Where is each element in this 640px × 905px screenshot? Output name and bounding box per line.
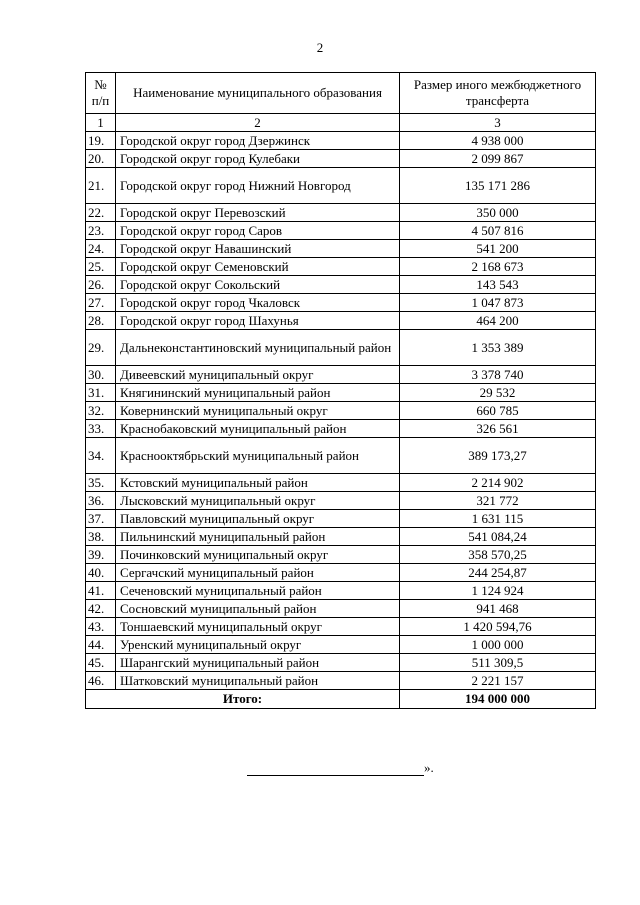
closing-quote: ». bbox=[424, 760, 434, 775]
row-number: 20. bbox=[86, 150, 116, 168]
row-number: 36. bbox=[86, 492, 116, 510]
table-row bbox=[86, 420, 596, 438]
transfer-amount: 3 378 740 bbox=[400, 366, 596, 384]
row-number: 22. bbox=[86, 204, 116, 222]
closing-line-block bbox=[247, 760, 434, 776]
municipality-name: Уренский муниципальный округ bbox=[116, 636, 400, 654]
table-row bbox=[86, 492, 596, 510]
row-number: 39. bbox=[86, 546, 116, 564]
row-number: 19. bbox=[86, 132, 116, 150]
table-row bbox=[86, 528, 596, 546]
transfer-table bbox=[85, 72, 596, 709]
row-number: 45. bbox=[86, 654, 116, 672]
row-number: 43. bbox=[86, 618, 116, 636]
table-row bbox=[86, 564, 596, 582]
row-number: 41. bbox=[86, 582, 116, 600]
table-row bbox=[86, 150, 596, 168]
transfer-amount: 1 000 000 bbox=[400, 636, 596, 654]
row-number: 44. bbox=[86, 636, 116, 654]
transfer-amount: 143 543 bbox=[400, 276, 596, 294]
municipality-name: Ковернинский муниципальный округ bbox=[116, 402, 400, 420]
row-number: 33. bbox=[86, 420, 116, 438]
table-row bbox=[86, 276, 596, 294]
table-row bbox=[86, 132, 596, 150]
table-row bbox=[86, 546, 596, 564]
transfer-amount: 4 507 816 bbox=[400, 222, 596, 240]
header-amount: Размер иного межбюджетного трансферта bbox=[400, 73, 596, 114]
municipality-name: Городской округ город Шахунья bbox=[116, 312, 400, 330]
total-label: Итого: bbox=[86, 690, 400, 709]
table-row bbox=[86, 618, 596, 636]
municipality-name: Починковский муниципальный округ bbox=[116, 546, 400, 564]
transfer-amount: 464 200 bbox=[400, 312, 596, 330]
row-number: 25. bbox=[86, 258, 116, 276]
table-header-row bbox=[86, 73, 596, 114]
table-row bbox=[86, 672, 596, 690]
transfer-amount: 541 084,24 bbox=[400, 528, 596, 546]
table-row bbox=[86, 168, 596, 204]
municipality-name: Сеченовский муниципальный район bbox=[116, 582, 400, 600]
municipality-name: Городской округ город Чкаловск bbox=[116, 294, 400, 312]
transfer-amount: 135 171 286 bbox=[400, 168, 596, 204]
transfer-amount: 326 561 bbox=[400, 420, 596, 438]
table-row bbox=[86, 402, 596, 420]
municipality-name: Кстовский муниципальный район bbox=[116, 474, 400, 492]
transfer-amount: 2 099 867 bbox=[400, 150, 596, 168]
municipality-name: Шарангский муниципальный район bbox=[116, 654, 400, 672]
table-row bbox=[86, 294, 596, 312]
row-number: 34. bbox=[86, 438, 116, 474]
municipality-name: Шатковский муниципальный район bbox=[116, 672, 400, 690]
table-row bbox=[86, 438, 596, 474]
row-number: 29. bbox=[86, 330, 116, 366]
transfer-amount: 29 532 bbox=[400, 384, 596, 402]
municipality-name: Лысковский муниципальный округ bbox=[116, 492, 400, 510]
municipality-name: Городской округ город Саров bbox=[116, 222, 400, 240]
row-number: 40. bbox=[86, 564, 116, 582]
table-row bbox=[86, 384, 596, 402]
table-row bbox=[86, 240, 596, 258]
transfer-amount: 660 785 bbox=[400, 402, 596, 420]
transfer-amount: 541 200 bbox=[400, 240, 596, 258]
transfer-table-container bbox=[85, 72, 595, 709]
row-number: 27. bbox=[86, 294, 116, 312]
transfer-amount: 2 168 673 bbox=[400, 258, 596, 276]
municipality-name: Городской округ Навашинский bbox=[116, 240, 400, 258]
row-number: 37. bbox=[86, 510, 116, 528]
row-number: 42. bbox=[86, 600, 116, 618]
transfer-amount: 389 173,27 bbox=[400, 438, 596, 474]
municipality-name: Сосновский муниципальный район bbox=[116, 600, 400, 618]
transfer-amount: 350 000 bbox=[400, 204, 596, 222]
column-index: 1 bbox=[86, 114, 116, 132]
table-row bbox=[86, 654, 596, 672]
transfer-amount: 4 938 000 bbox=[400, 132, 596, 150]
table-row bbox=[86, 258, 596, 276]
table-row bbox=[86, 204, 596, 222]
transfer-amount: 2 221 157 bbox=[400, 672, 596, 690]
row-number: 24. bbox=[86, 240, 116, 258]
municipality-name: Княгининский муниципальный район bbox=[116, 384, 400, 402]
row-number: 31. bbox=[86, 384, 116, 402]
municipality-name: Сергачский муниципальный район bbox=[116, 564, 400, 582]
row-number: 30. bbox=[86, 366, 116, 384]
municipality-name: Пильнинский муниципальный район bbox=[116, 528, 400, 546]
municipality-name: Тоншаевский муниципальный округ bbox=[116, 618, 400, 636]
transfer-amount: 1 047 873 bbox=[400, 294, 596, 312]
row-number: 28. bbox=[86, 312, 116, 330]
municipality-name: Городской округ город Кулебаки bbox=[116, 150, 400, 168]
municipality-name: Дальнеконстантиновский муниципальный район bbox=[116, 330, 400, 366]
closing-underline bbox=[247, 763, 424, 776]
municipality-name: Городской округ Перевозский bbox=[116, 204, 400, 222]
header-name: Наименование муниципального образования bbox=[116, 73, 400, 114]
row-number: 35. bbox=[86, 474, 116, 492]
column-index-row bbox=[86, 114, 596, 132]
municipality-name: Городской округ Сокольский bbox=[116, 276, 400, 294]
transfer-amount: 358 570,25 bbox=[400, 546, 596, 564]
row-number: 46. bbox=[86, 672, 116, 690]
transfer-amount: 321 772 bbox=[400, 492, 596, 510]
transfer-amount: 1 631 115 bbox=[400, 510, 596, 528]
table-row bbox=[86, 366, 596, 384]
column-index: 3 bbox=[400, 114, 596, 132]
header-num: № п/п bbox=[86, 73, 116, 114]
municipality-name: Павловский муниципальный округ bbox=[116, 510, 400, 528]
municipality-name: Краснооктябрьский муниципальный район bbox=[116, 438, 400, 474]
total-amount: 194 000 000 bbox=[400, 690, 596, 709]
row-number: 23. bbox=[86, 222, 116, 240]
row-number: 26. bbox=[86, 276, 116, 294]
transfer-amount: 1 124 924 bbox=[400, 582, 596, 600]
municipality-name: Городской округ город Нижний Новгород bbox=[116, 168, 400, 204]
municipality-name: Городской округ город Дзержинск bbox=[116, 132, 400, 150]
transfer-amount: 1 420 594,76 bbox=[400, 618, 596, 636]
municipality-name: Дивеевский муниципальный округ bbox=[116, 366, 400, 384]
transfer-amount: 2 214 902 bbox=[400, 474, 596, 492]
table-row bbox=[86, 330, 596, 366]
transfer-amount: 941 468 bbox=[400, 600, 596, 618]
total-row bbox=[86, 690, 596, 709]
municipality-name: Краснобаковский муниципальный район bbox=[116, 420, 400, 438]
column-index: 2 bbox=[116, 114, 400, 132]
row-number: 21. bbox=[86, 168, 116, 204]
table-row bbox=[86, 600, 596, 618]
table-row bbox=[86, 510, 596, 528]
page-number: 2 bbox=[316, 40, 324, 55]
table-row bbox=[86, 474, 596, 492]
table-row bbox=[86, 312, 596, 330]
transfer-amount: 1 353 389 bbox=[400, 330, 596, 366]
transfer-amount: 511 309,5 bbox=[400, 654, 596, 672]
table-row bbox=[86, 636, 596, 654]
municipality-name: Городской округ Семеновский bbox=[116, 258, 400, 276]
row-number: 38. bbox=[86, 528, 116, 546]
table-row bbox=[86, 222, 596, 240]
row-number: 32. bbox=[86, 402, 116, 420]
table-row bbox=[86, 582, 596, 600]
transfer-amount: 244 254,87 bbox=[400, 564, 596, 582]
